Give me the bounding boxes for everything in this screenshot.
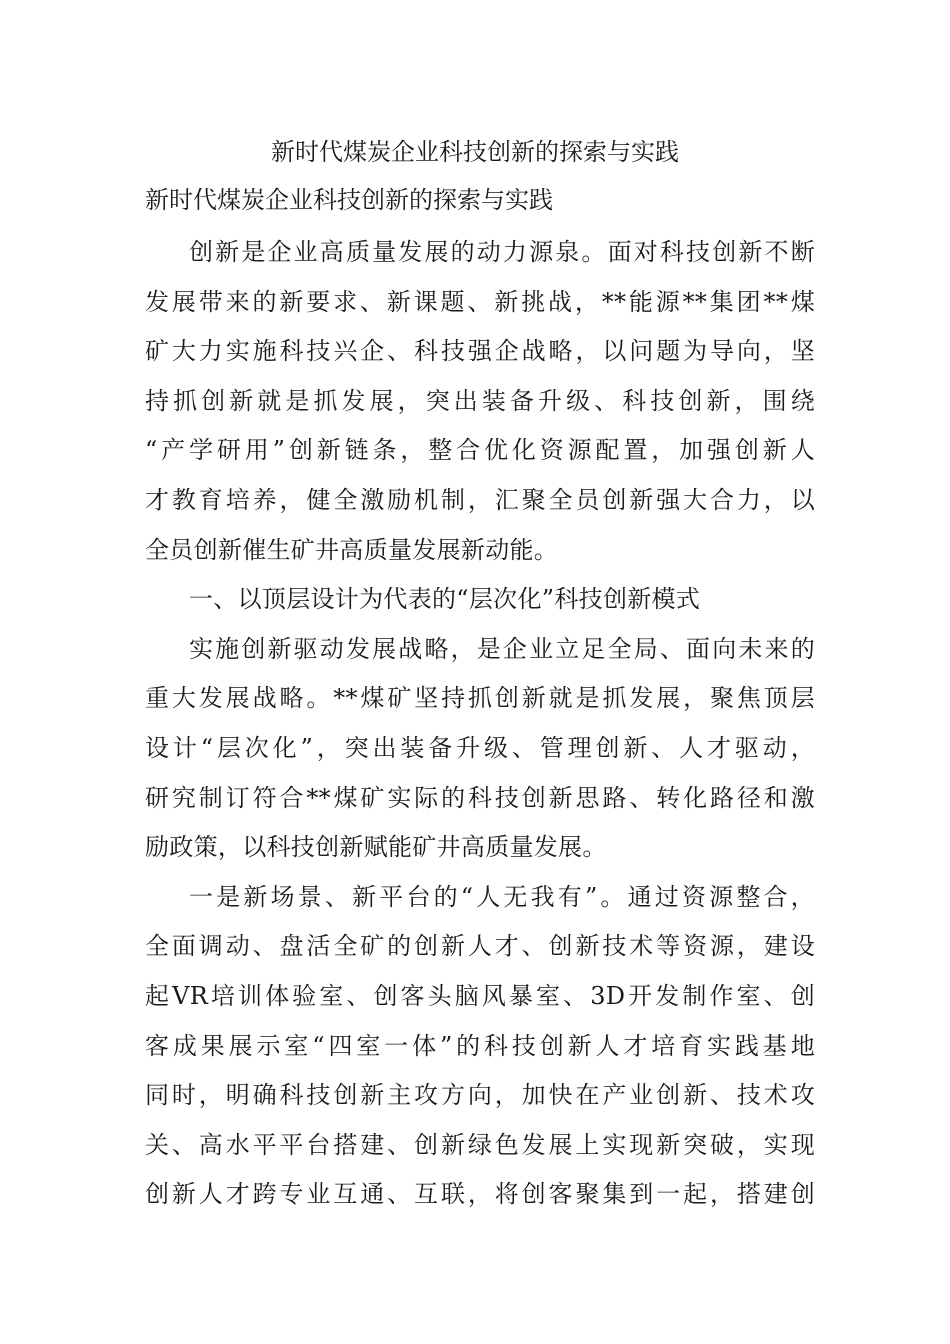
body-text-line: 励政策，以科技创新赋能矿井高质量发展。	[145, 833, 607, 862]
body-text-line: 才教育培养，健全激励机制，汇聚全员创新强大合力，以	[145, 485, 815, 514]
body-text-line: 一是新场景、新平台的“人无我有”。通过资源整合，	[189, 882, 815, 911]
body-text-line: 创新是企业高质量发展的动力源泉。面对科技创新不断	[189, 238, 815, 266]
body-text-line: 矿大力实施科技兴企、科技强企战略，以问题为导向，坚	[145, 337, 815, 366]
body-text-line: 发展带来的新要求、新课题、新挑战，**能源**集团**煤	[145, 287, 815, 316]
body-text-line: 全面调动、盘活全矿的创新人才、创新技术等资源，建设	[145, 932, 815, 961]
body-text-line: “产学研用”创新链条，整合优化资源配置，加强创新人	[145, 436, 815, 465]
body-text-line: 同时，明确科技创新主攻方向，加快在产业创新、技术攻	[145, 1081, 815, 1110]
body-text-line: 研究制订符合**煤矿实际的科技创新思路、转化路径和激	[145, 783, 815, 812]
body-text-line: 实施创新驱动发展战略，是企业立足全局、面向未来的	[189, 634, 815, 663]
body-text-line: 全员创新催生矿井高质量发展新动能。	[145, 535, 559, 564]
body-text-line: 关、高水平平台搭建、创新绿色发展上实现新突破，实现	[145, 1130, 815, 1159]
body-text-line: 持抓创新就是抓发展，突出装备升级、科技创新，围绕	[145, 386, 815, 415]
body-text-line: 设计“层次化”，突出装备升级、管理创新、人才驱动，	[145, 733, 815, 762]
document-subtitle: 新时代煤炭企业科技创新的探索与实践	[145, 186, 553, 214]
body-text-line: 一、以顶层设计为代表的“层次化”科技创新模式	[189, 585, 701, 614]
document-body	[145, 228, 815, 1220]
body-text-line: 重大发展战略。**煤矿坚持抓创新就是抓发展，聚焦顶层	[145, 684, 815, 713]
body-text-line: 创新人才跨专业互通、互联，将创客聚集到一起，搭建创	[145, 1180, 815, 1209]
document-title: 新时代煤炭企业科技创新的探索与实践	[271, 138, 679, 166]
body-text-line: 起VR培训体验室、创客头脑风暴室、3D开发制作室、创	[145, 981, 815, 1010]
body-text-line: 客成果展示室“四室一体”的科技创新人才培育实践基地	[145, 1031, 815, 1060]
